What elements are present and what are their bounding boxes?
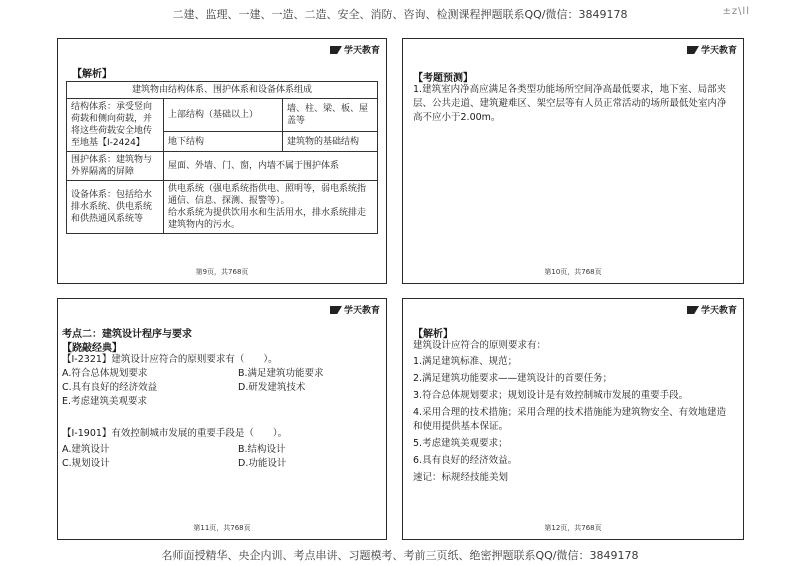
page-number: 第10页，共768页 bbox=[544, 268, 602, 276]
structural-label: 结构体系：承受竖向荷载和侧向荷载，并将这些荷载安全地传至地基【Ⅰ-2424】 bbox=[67, 99, 164, 152]
panel-tag: 【考题预测】 bbox=[413, 73, 473, 84]
equipment-value-2: 给水系统为提供饮用水和生活用水，排水系统排走建筑物内的污水。 bbox=[168, 208, 367, 230]
corner-mark: ±z\ll bbox=[722, 6, 750, 17]
option-b: B.满足建筑功能要求 bbox=[238, 368, 324, 379]
page-number: 第11页，共768页 bbox=[193, 524, 251, 532]
lower-structure-label: 地下结构 bbox=[164, 132, 283, 152]
question-1-options bbox=[62, 367, 382, 409]
logo-icon bbox=[330, 46, 342, 54]
option-a: A.建筑设计 bbox=[62, 444, 110, 455]
question-2: 【Ⅰ-1901】有效控制城市发展的重要手段是（ ）。 bbox=[62, 428, 288, 439]
list-item: 2.满足建筑功能要求——建筑设计的首要任务； bbox=[413, 373, 613, 384]
brand-logo: 学天教育 bbox=[330, 303, 380, 316]
brand-logo: 学天教育 bbox=[330, 43, 380, 56]
brand-logo: 学天教育 bbox=[687, 303, 737, 316]
panel-tag: 【跷敲经典】 bbox=[62, 343, 122, 354]
option-d: D.功能设计 bbox=[238, 458, 287, 469]
list-item: 5.考虑建筑美观要求； bbox=[413, 438, 508, 449]
upper-structure-value: 墙、柱、梁、板、屋盖等 bbox=[283, 99, 378, 132]
lower-structure-value: 建筑物的基础结构 bbox=[283, 132, 378, 152]
analysis-list bbox=[413, 355, 735, 485]
page-number: 第9页，共768页 bbox=[195, 268, 249, 276]
building-system-table bbox=[66, 81, 378, 234]
slide-panel-4 bbox=[402, 298, 744, 540]
panel-tag: 【解析】 bbox=[413, 329, 453, 340]
top-banner: 二建、监理、一建、一造、二造、安全、消防、咨询、检测课程押题联系QQ/微信：3849178 bbox=[172, 8, 628, 21]
prediction-text: 1.建筑室内净高应满足各类型功能场所空间净高最低要求，地下室、局部夹层、公共走道、建筑避难区、架空层等有人员正常活动的场所最低处室内净高不应小于2.00m。 bbox=[413, 84, 727, 123]
logo-icon bbox=[330, 306, 342, 314]
envelope-label: 围护体系：建筑物与外界隔离的屏障 bbox=[67, 152, 164, 181]
option-c: C.规划设计 bbox=[62, 458, 110, 469]
table-caption: 建筑物由结构体系、围护体系和设备体系组成 bbox=[67, 82, 378, 99]
option-d: D.研发建筑技术 bbox=[238, 382, 306, 393]
upper-structure-label: 上部结构（基础以上） bbox=[164, 99, 283, 132]
equipment-value-1: 供电系统（强电系统指供电、照明等，弱电系统指通信、信息、探测、报警等）。 bbox=[168, 184, 367, 206]
mnemonic: 速记：标规经技能美划 bbox=[413, 472, 509, 483]
option-a: A.符合总体规划要求 bbox=[62, 368, 148, 379]
slide-panel-3 bbox=[57, 298, 387, 540]
question-1: 【Ⅰ-2321】建筑设计应符合的原则要求有（ ）。 bbox=[62, 354, 278, 365]
analysis-intro: 建筑设计应符合的原则要求有： bbox=[413, 340, 547, 351]
option-b: B.结构设计 bbox=[238, 444, 286, 455]
list-item: 3.符合总体规划要求；规划设计是有效控制城市发展的重要手段。 bbox=[413, 390, 689, 401]
list-item: 6.具有良好的经济效益。 bbox=[413, 455, 518, 466]
brand-logo: 学天教育 bbox=[687, 43, 737, 56]
bottom-banner: 名师面授精华、央企内训、考点串讲、习题模考、考前三页纸、绝密押题联系QQ/微信：3849178 bbox=[161, 549, 639, 562]
slide-panel-2 bbox=[402, 38, 744, 284]
list-item: 4.采用合理的技术措施；采用合理的技术措施能为建筑物安全、有效地建造和使用提供基本保证。 bbox=[413, 407, 727, 432]
panel-tag: 【解析】 bbox=[72, 69, 112, 80]
equipment-value bbox=[164, 181, 378, 234]
question-2-options bbox=[62, 443, 382, 471]
option-e: E.考虑建筑美观要求 bbox=[62, 396, 148, 407]
logo-icon bbox=[687, 306, 699, 314]
equipment-label: 设备体系：包括给水排水系统、供电系统和供热通风系统等 bbox=[67, 181, 164, 234]
slide-panel-1 bbox=[57, 38, 387, 284]
page-number: 第12页，共768页 bbox=[544, 524, 602, 532]
section-title: 考点二：建筑设计程序与要求 bbox=[62, 329, 192, 340]
option-c: C.具有良好的经济效益 bbox=[62, 382, 158, 393]
list-item: 1.满足建筑标准、规范； bbox=[413, 356, 518, 367]
logo-icon bbox=[687, 46, 699, 54]
envelope-value: 屋面、外墙、门、窗，内墙不属于围护体系 bbox=[164, 152, 378, 181]
